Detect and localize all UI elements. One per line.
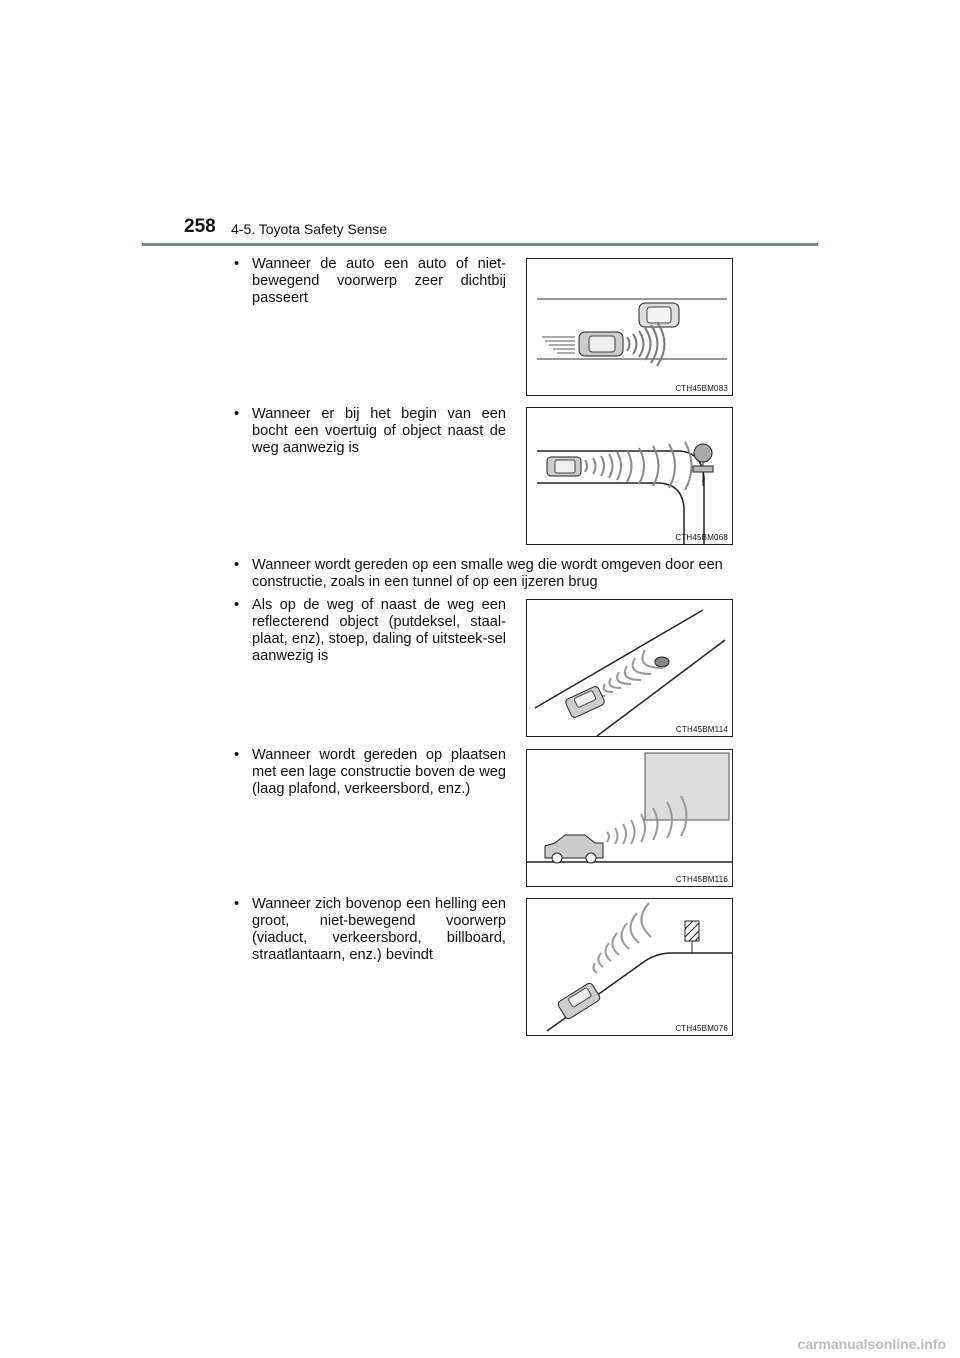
- illustration-curve-object: [527, 408, 732, 544]
- page-number: 258: [184, 216, 216, 237]
- bullet-item-6: • Wanneer zich bovenop een helling een groot, niet-bewegend voorwerp (viaduct, verkeersbord, billboard, straatlantaarn, enz.) bevindt: [232, 896, 506, 964]
- figure-1: [526, 258, 733, 396]
- illustration-slope-object: [527, 899, 732, 1035]
- figure-2: [526, 407, 733, 545]
- watermark: carmanualsonline.info: [797, 1336, 946, 1352]
- figure-code: CTH45BM116: [675, 875, 728, 884]
- bullet-item-1: • Wanneer de auto een auto of niet-bewegend voorwerp zeer dichtbij passeert: [232, 256, 506, 307]
- figure-3: [526, 599, 733, 737]
- section-title: 4-5. Toyota Safety Sense: [231, 221, 388, 237]
- bullet-item-5: • Wanneer wordt gereden op plaatsen met een lage constructie boven de weg (laag plafond, verkeersbord, enz.): [232, 747, 506, 798]
- illustration-low-structure: [527, 750, 732, 886]
- illustration-reflective-object: [527, 600, 732, 736]
- figure-4: [526, 749, 733, 887]
- header-rule: [142, 243, 818, 246]
- figure-code: CTH45BM114: [675, 725, 728, 734]
- figure-code: CTH45BM083: [675, 384, 728, 393]
- bullet-item-4: • Als op de weg of naast de weg een reflecterend object (putdeksel, staal-plaat, enz), stoep, daling of uitsteek-sel aanwezig is: [232, 597, 506, 665]
- bullet-item-3: • Wanneer wordt gereden op een smalle weg die wordt omgeven door een constructie, zoals in een tunnel of op een ijzeren brug: [232, 557, 752, 591]
- figure-5: [526, 898, 733, 1036]
- figure-code: CTH45BM068: [675, 533, 728, 542]
- bullet-item-2: • Wanneer er bij het begin van een bocht een voertuig of object naast de weg aanwezig is: [232, 406, 506, 457]
- figure-code: CTH45BM076: [675, 1024, 728, 1033]
- illustration-passing-car: [527, 259, 732, 395]
